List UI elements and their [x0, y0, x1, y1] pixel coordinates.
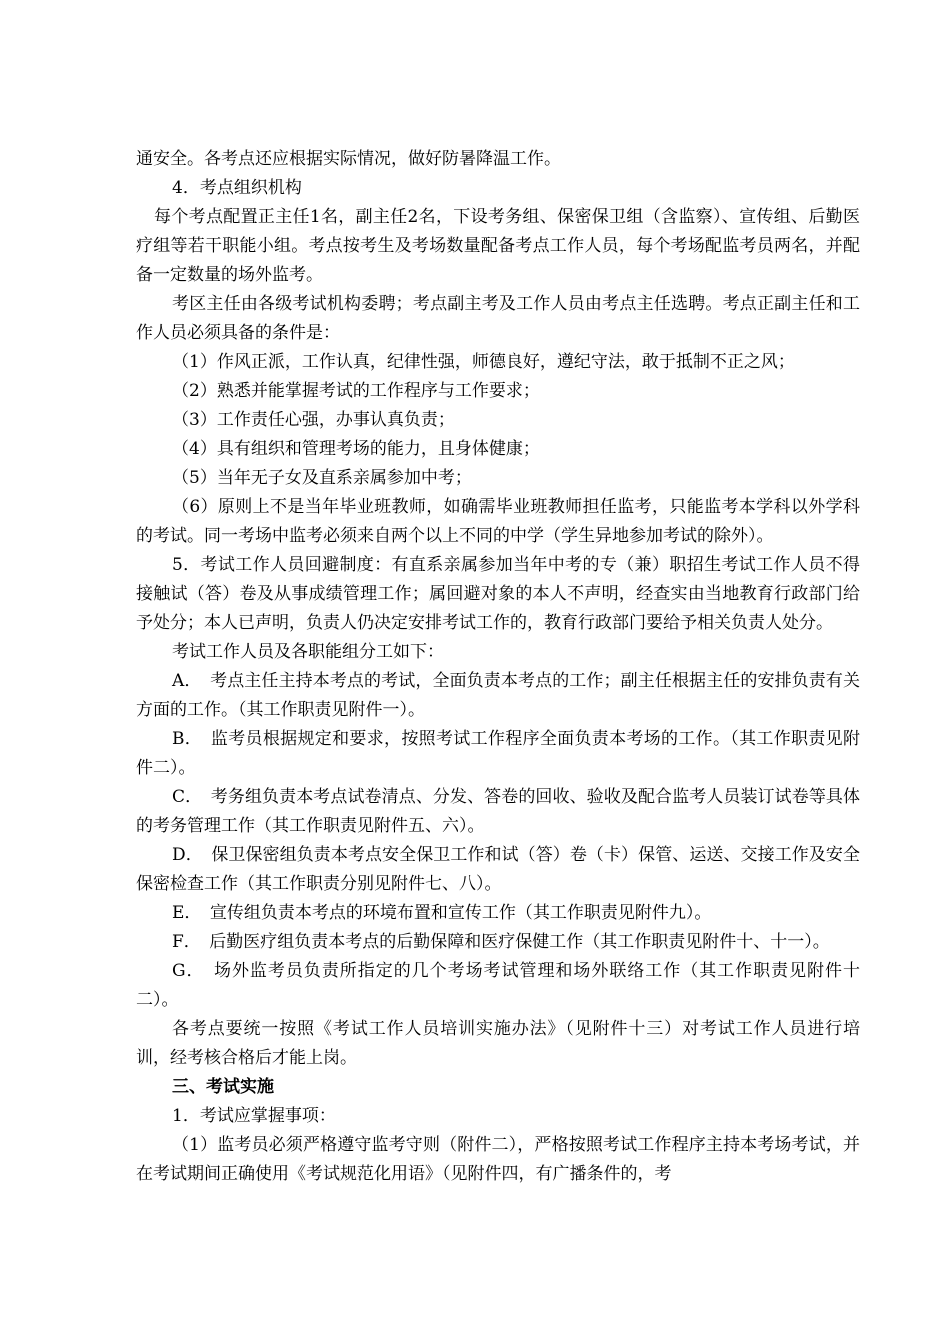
paragraph: 各考点要统一按照《考试工作人员培训实施办法》（见附件十三）对考试工作人员进行培训，经考核合格后才能上岗。 — [136, 1019, 860, 1068]
list-item: A． 考点主任主持本考点的考试，全面负责本考点的工作；副主任根据主任的安排负责有关方面的工作。（其工作职责见附件一）。 — [136, 671, 860, 720]
list-item: C． 考务组负责本考点试卷清点、分发、答卷的回收、验收及配合监考人员装订试卷等具体的考务管理工作（其工作职责见附件五、六）。 — [136, 787, 860, 836]
list-item: （1）作风正派，工作认真，纪律性强，师德良好，遵纪守法，敢于抵制不正之风； — [172, 352, 795, 372]
section-heading: 1．考试应掌握事项： — [172, 1106, 336, 1126]
section-heading: 三、考试实施 — [172, 1077, 274, 1097]
paragraph: 通安全。各考点还应根据实际情况，做好防暑降温工作。 — [136, 149, 561, 169]
list-item: （4）具有组织和管理考场的能力，且身体健康； — [172, 439, 540, 459]
list-item: （2）熟悉并能掌握考试的工作程序与工作要求； — [172, 381, 540, 401]
paragraph: 每个考点配置正主任1名，副主任2名，下设考务组、保密保卫组（含监察）、宣传组、后勤医疗组等若干职能小组。考点按考生及考场数量配备考点工作人员，每个考场配监考员两名，并配备一定数量的场外监考。 — [136, 207, 860, 285]
paragraph: 考试工作人员及各职能组分工如下： — [172, 642, 444, 662]
list-item: E． 宣传组负责本考点的环境布置和宣传工作（其工作职责见附件九）。 — [172, 903, 712, 923]
list-item: B． 监考员根据规定和要求，按照考试工作程序全面负责本考场的工作。（其工作职责见附件二）。 — [136, 729, 860, 778]
section-heading: 4．考点组织机构 — [172, 178, 302, 198]
list-item: （6）原则上不是当年毕业班教师，如确需毕业班教师担任监考，只能监考本学科以外学科的考试。同一考场中监考必须来自两个以上不同的中学（学生异地参加考试的除外）。 — [136, 497, 860, 546]
paragraph: 5．考试工作人员回避制度：有直系亲属参加当年中考的专（兼）职招生考试工作人员不得接触试（答）卷及从事成绩管理工作；属回避对象的本人不声明，经查实由当地教育行政部门给予处分；本人已声明，负责人仍决定安排考试工作的，教育行政部门要给予相关负责人处分。 — [136, 555, 860, 633]
list-item: D． 保卫保密组负责本考点安全保卫工作和试（答）卷（卡）保管、运送、交接工作及安全保密检查工作（其工作职责分别见附件七、八）。 — [136, 845, 860, 894]
document-page — [136, 145, 860, 1189]
paragraph: 考区主任由各级考试机构委聘；考点副主考及工作人员由考点主任选聘。考点正副主任和工作人员必须具备的条件是： — [136, 294, 860, 343]
list-item: G． 场外监考员负责所指定的几个考场考试管理和场外联络工作（其工作职责见附件十二）。 — [136, 961, 860, 1010]
list-item: （1）监考员必须严格遵守监考守则（附件二），严格按照考试工作程序主持本考场考试，并在考试期间正确使用《考试规范化用语》（见附件四，有广播条件的，考 — [136, 1135, 860, 1184]
list-item: F． 后勤医疗组负责本考点的后勤保障和医疗保健工作（其工作职责见附件十、十一）。 — [172, 932, 830, 952]
list-item: （5）当年无子女及直系亲属参加中考； — [172, 468, 472, 488]
list-item: （3）工作责任心强，办事认真负责； — [172, 410, 455, 430]
